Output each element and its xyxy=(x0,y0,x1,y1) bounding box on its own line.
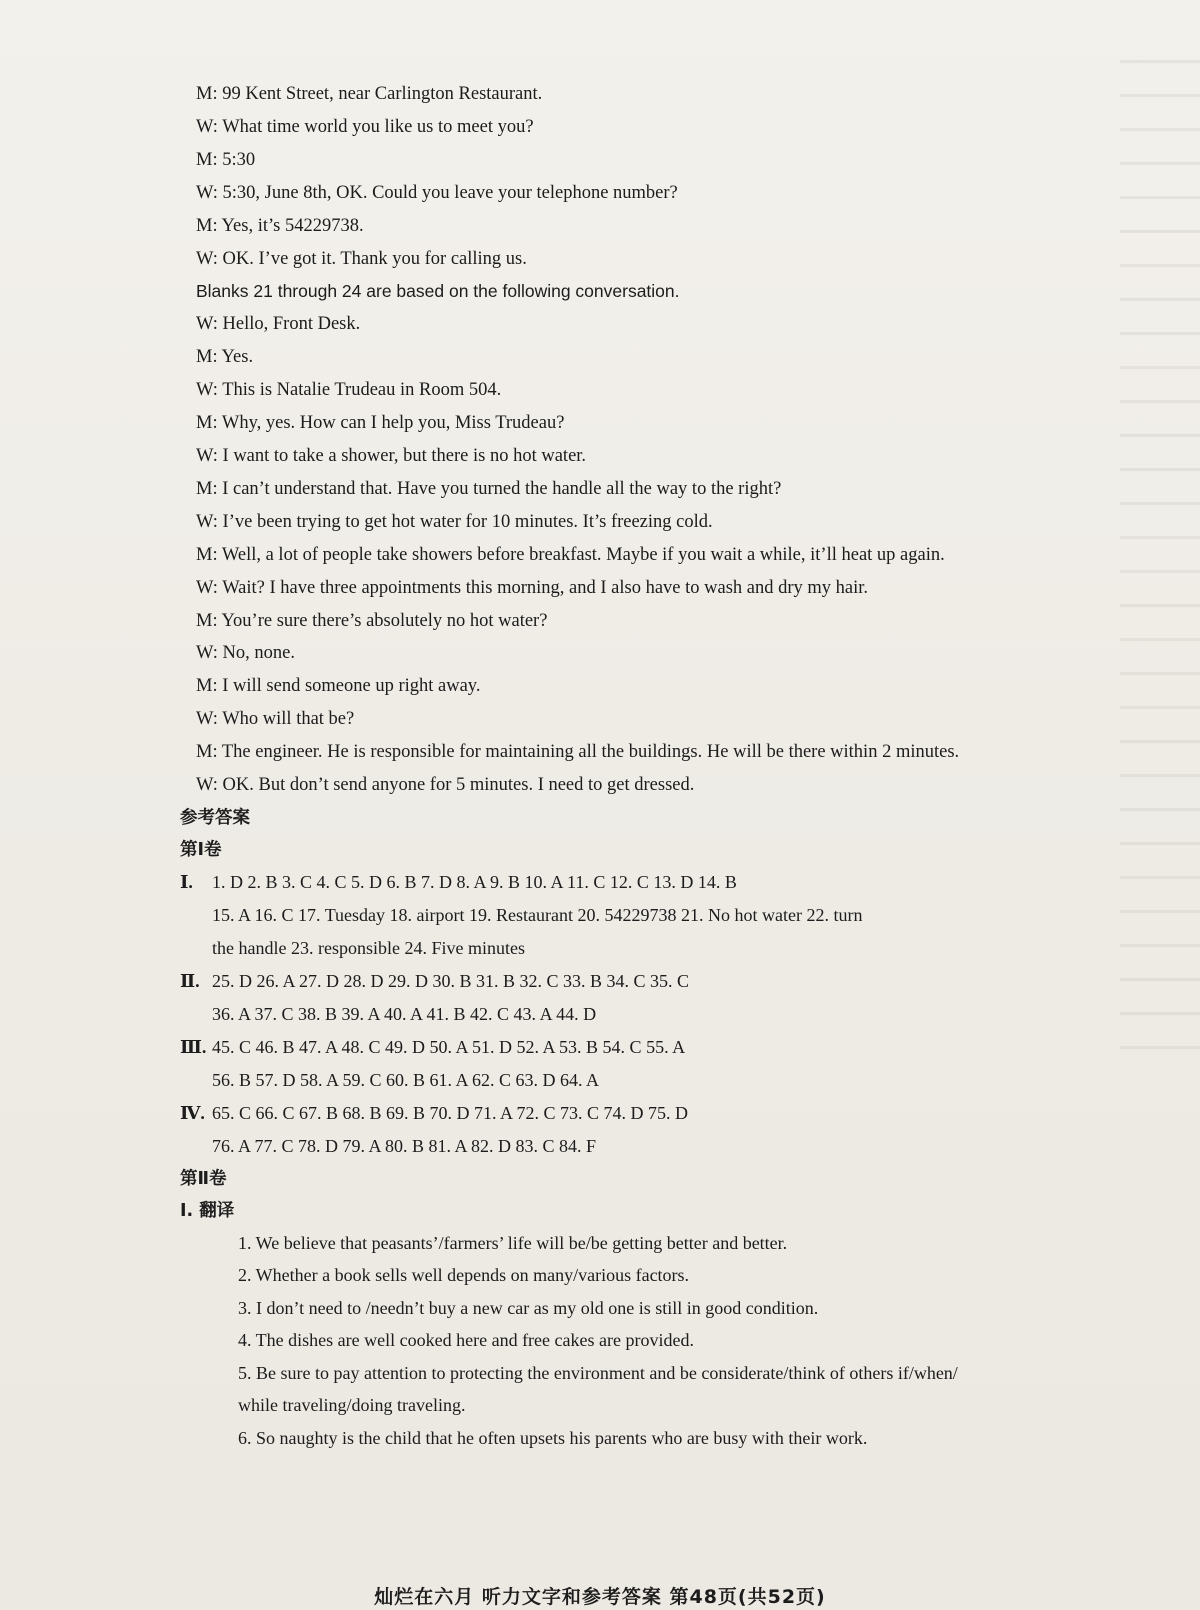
section-label: Ⅲ. xyxy=(180,1036,207,1057)
answer-line: 45. C 46. B 47. A 48. C 49. D 50. A 51. D 52. A 53. B 54. C 55. A xyxy=(212,1036,686,1057)
dialogue-line: M: I will send someone up right away. xyxy=(196,676,481,697)
dialogue-line: W: This is Natalie Trudeau in Room 504. xyxy=(196,380,502,401)
translation-item: while traveling/doing traveling. xyxy=(238,1395,466,1416)
dialogue-line: M: Yes. xyxy=(196,347,254,368)
answer-line: 56. B 57. D 58. A 59. C 60. B 61. A 62. C 63. D 64. A xyxy=(212,1069,600,1090)
section-label: Ⅰ. xyxy=(180,871,193,892)
dialogue-line: M: The engineer. He is responsible for maintaining all the buildings. He will be there within 2 minutes. xyxy=(196,742,960,763)
answer-line: 36. A 37. C 38. B 39. A 40. A 41. B 42. C 43. A 44. D xyxy=(212,1003,597,1024)
answers-title: 参考答案 xyxy=(180,807,250,828)
answer-line: 65. C 66. C 67. B 68. B 69. B 70. D 71. A 72. C 73. C 74. D 75. D xyxy=(212,1102,689,1123)
answer-line: 1. D 2. B 3. C 4. C 5. D 6. B 7. D 8. A 9. B 10. A 11. C 12. C 13. D 14. B xyxy=(212,871,737,892)
blanks-intro: Blanks 21 through 24 are based on the following conversation. xyxy=(196,281,680,302)
answer-section-1 xyxy=(180,866,1180,965)
answer-line: 15. A 16. C 17. Tuesday 18. airport 19. Restaurant 20. 54229738 21. No hot water 22. turn xyxy=(212,904,863,925)
answer-section-4 xyxy=(180,1097,1180,1163)
answer-section-3 xyxy=(180,1031,1180,1097)
dialogue-line: W: Wait? I have three appointments this morning, and I also have to wash and dry my hair. xyxy=(196,577,869,598)
dialogue-line: M: Why, yes. How can I help you, Miss Trudeau? xyxy=(196,413,565,434)
dialogue-2 xyxy=(180,308,1180,802)
dialogue-line: M: 99 Kent Street, near Carlington Restaurant. xyxy=(196,84,543,104)
translation-item: 6. So naughty is the child that he often upsets his parents who are busy with their work. xyxy=(238,1427,868,1448)
dialogue-line: W: 5:30, June 8th, OK. Could you leave your telephone number? xyxy=(196,182,678,203)
dialogue-line: M: I can’t understand that. Have you turned the handle all the way to the right? xyxy=(196,478,782,499)
translation-item: 1. We believe that peasants’/farmers’ life will be/be getting better and better. xyxy=(238,1232,788,1253)
dialogue-line: W: OK. But don’t send anyone for 5 minutes. I need to get dressed. xyxy=(196,775,695,796)
part-1-title: 第Ⅰ卷 xyxy=(180,839,222,860)
translation-item: 4. The dishes are well cooked here and free cakes are provided. xyxy=(238,1330,694,1351)
answer-line: 25. D 26. A 27. D 28. D 29. D 30. B 31. B 32. C 33. B 34. C 35. C xyxy=(212,970,690,991)
dialogue-1 xyxy=(180,78,1180,275)
dialogue-line: W: Hello, Front Desk. xyxy=(196,314,361,335)
answer-section-2 xyxy=(180,965,1180,1031)
dialogue-line: W: OK. I’ve got it. Thank you for calling us. xyxy=(196,248,527,269)
section-label: Ⅱ. xyxy=(180,970,200,991)
dialogue-line: W: What time world you like us to meet you? xyxy=(196,116,534,137)
dialogue-line: M: 5:30 xyxy=(196,149,256,170)
dialogue-line: M: Yes, it’s 54229738. xyxy=(196,215,364,236)
translation-item: 5. Be sure to pay attention to protecting the environment and be considerate/think of others if/when/ xyxy=(238,1362,958,1383)
translation-list xyxy=(180,1227,1180,1454)
dialogue-line: W: I want to take a shower, but there is no hot water. xyxy=(196,445,587,466)
section-label: Ⅳ. xyxy=(180,1102,205,1123)
part-2-title: 第Ⅱ卷 xyxy=(180,1168,227,1189)
answer-line: the handle 23. responsible 24. Five minutes xyxy=(212,937,525,958)
translation-title: Ⅰ. 翻译 xyxy=(180,1200,235,1221)
translation-item: 3. I don’t need to /needn’t buy a new car as my old one is still in good condition. xyxy=(238,1297,819,1318)
answer-line: 76. A 77. C 78. D 79. A 80. B 81. A 82. D 83. C 84. F xyxy=(212,1135,597,1156)
translation-item: 2. Whether a book sells well depends on many/various factors. xyxy=(238,1265,690,1286)
document-body xyxy=(180,78,1180,1454)
dialogue-line: M: You’re sure there’s absolutely no hot water? xyxy=(196,610,548,631)
dialogue-line: W: I’ve been trying to get hot water for 10 minutes. It’s freezing cold. xyxy=(196,511,713,532)
page-footer: 灿烂在六月 听力文字和参考答案 第48页(共52页) xyxy=(374,1586,826,1608)
dialogue-line: M: Well, a lot of people take showers before breakfast. Maybe if you wait a while, it’ll heat up again. xyxy=(196,544,945,565)
dialogue-line: W: No, none. xyxy=(196,643,295,664)
dialogue-line: W: Who will that be? xyxy=(196,709,355,730)
